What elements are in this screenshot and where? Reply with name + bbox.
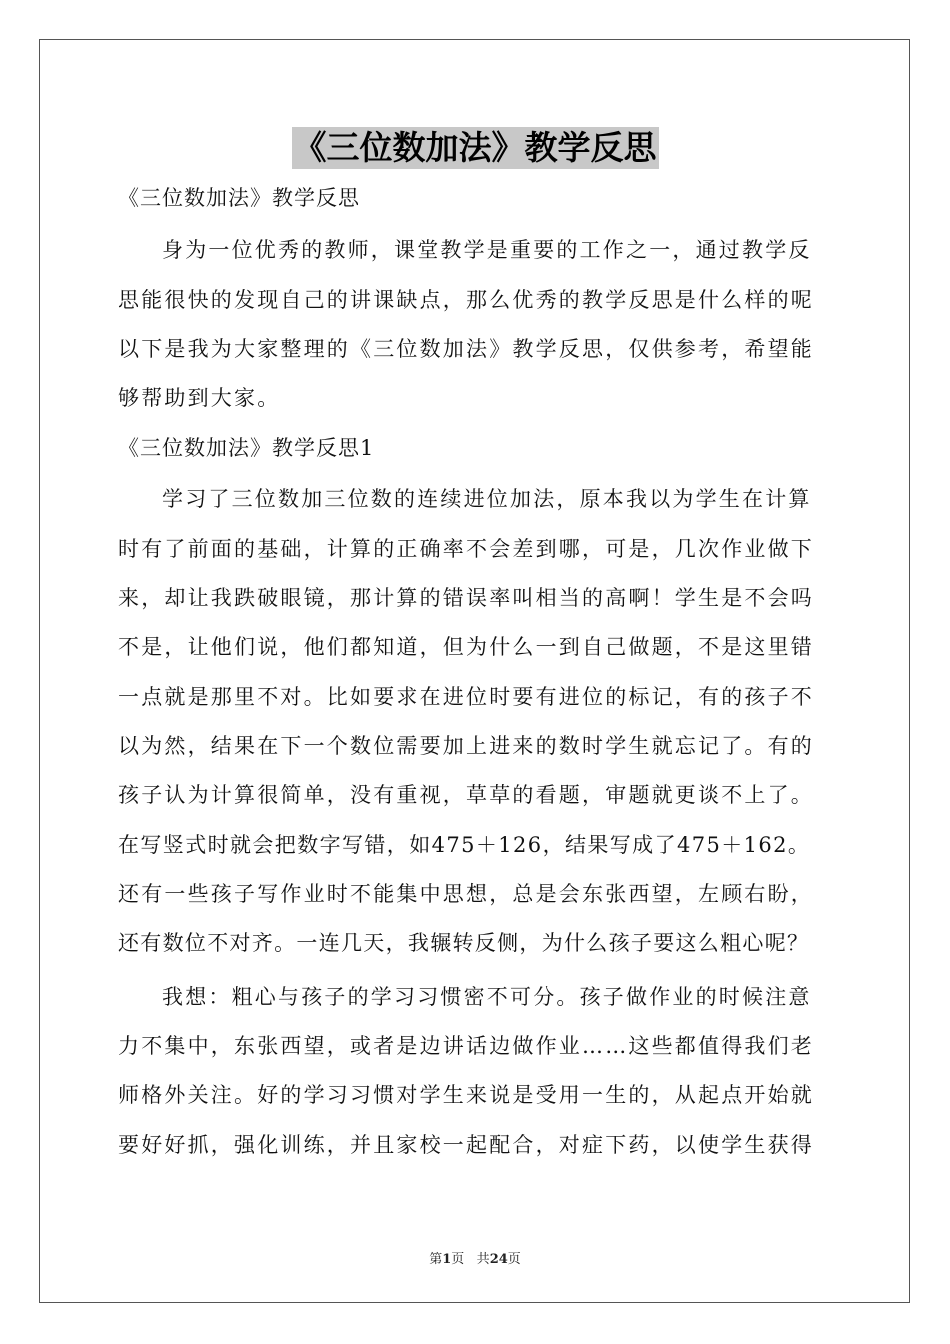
footer-page-number: 1 — [442, 1252, 452, 1267]
paragraph-line: 还有一些孩子写作业时不能集中思想，总是会东张西望，左顾右盼， — [118, 882, 814, 906]
paragraph-line: 还有数位不对齐。一连几天，我辗转反侧，为什么孩子要这么粗心呢？ — [118, 931, 810, 955]
paragraph-line: 我想：粗心与孩子的学习习惯密不可分。孩子做作业的时候注意 — [162, 985, 812, 1009]
paragraph-line: 一点就是那里不对。比如要求在进位时要有进位的标记，有的孩子不 — [118, 685, 814, 709]
footer-total-prefix: 共 — [476, 1252, 490, 1267]
paragraph-line: 来，却让我跌破眼镜，那计算的错误率叫相当的高啊！学生是不会吗 — [118, 586, 814, 610]
page-footer — [0, 1248, 950, 1267]
paragraph-line: 力不集中，东张西望，或者是边讲话边做作业……这些都值得我们老 — [118, 1034, 814, 1058]
intro-line: 思能很快的发现自己的讲课缺点，那么优秀的教学反思是什么样的呢 — [118, 288, 814, 312]
document-subtitle: 《三位数加法》教学反思 — [118, 186, 360, 210]
intro-line: 够帮助到大家。 — [118, 386, 281, 410]
footer-page-suffix: 页 — [451, 1252, 465, 1267]
paragraph-line: 在写竖式时就会把数字写错，如475＋126，结果写成了475＋162。 — [118, 833, 811, 857]
paragraph-line: 时有了前面的基础，计算的正确率不会差到哪，可是，几次作业做下 — [118, 537, 814, 561]
paragraph-line: 以为然，结果在下一个数位需要加上进来的数时学生就忘记了。有的 — [118, 734, 814, 758]
intro-line: 身为一位优秀的教师，课堂教学是重要的工作之一，通过教学反 — [162, 238, 812, 262]
footer-page-prefix: 第 — [429, 1252, 443, 1267]
paragraph-line: 不是，让他们说，他们都知道，但为什么一到自己做题，不是这里错 — [118, 635, 814, 659]
title-container — [0, 127, 950, 169]
paragraph-line: 师格外关注。好的学习习惯对学生来说是受用一生的，从起点开始就 — [118, 1083, 814, 1107]
paragraph-line: 要好好抓，强化训练，并且家校一起配合，对症下药，以使学生获得 — [118, 1133, 814, 1157]
page-border — [39, 39, 910, 1303]
document-title: 《三位数加法》教学反思 — [293, 128, 657, 167]
paragraph-line: 学习了三位数加三位数的连续进位加法，原本我以为学生在计算 — [162, 487, 812, 511]
paragraph-line: 孩子认为计算很简单，没有重视，草草的看题，审题就更谈不上了。 — [118, 783, 814, 807]
footer-total-pages: 24 — [489, 1252, 508, 1267]
section-heading: 《三位数加法》教学反思1 — [118, 436, 375, 460]
intro-line: 以下是我为大家整理的《三位数加法》教学反思，仅供参考，希望能 — [118, 337, 814, 361]
footer-total-suffix: 页 — [507, 1252, 521, 1267]
